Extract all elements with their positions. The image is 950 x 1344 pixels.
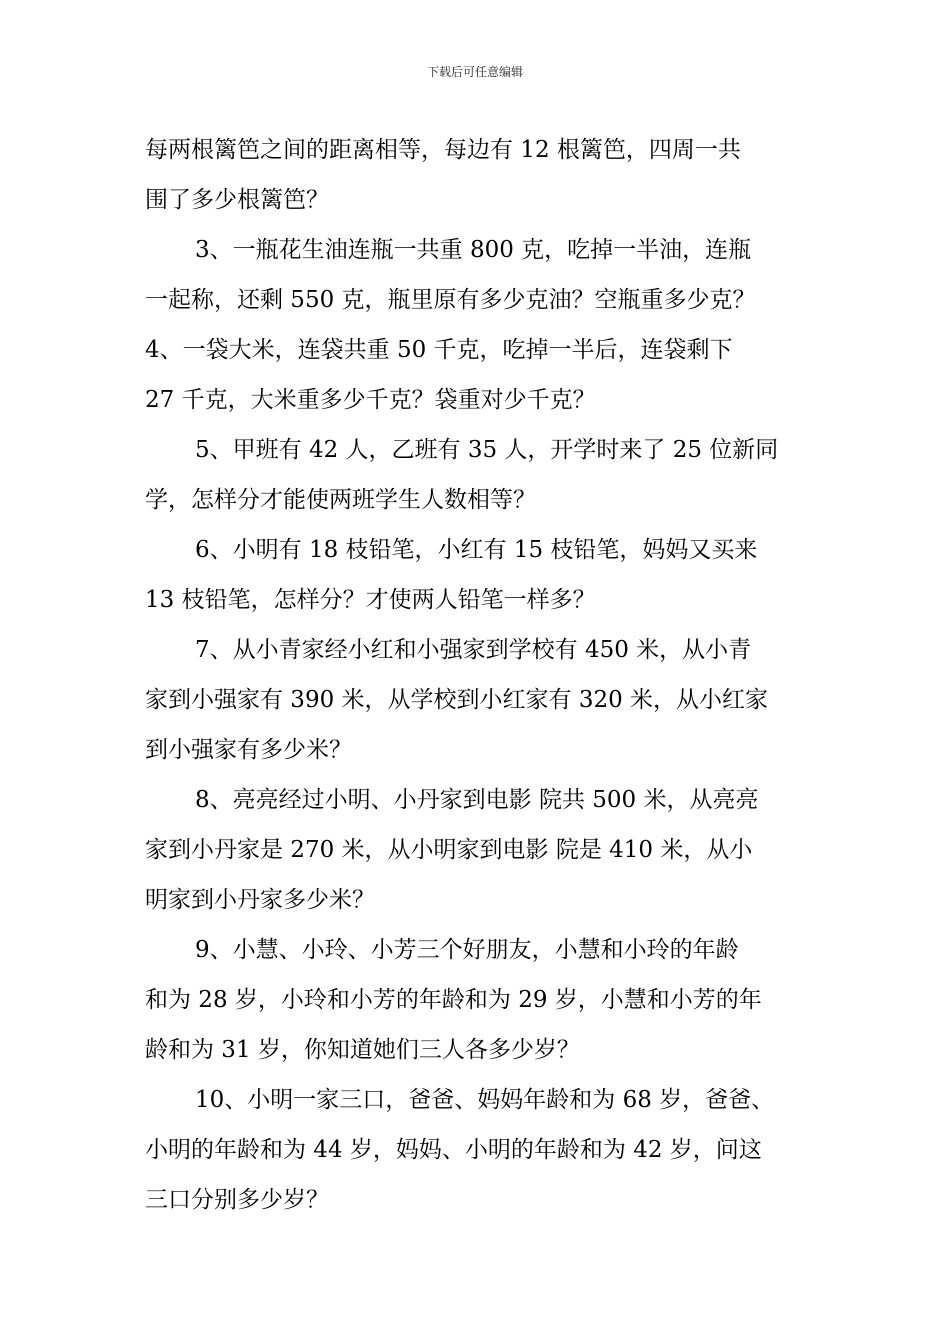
- problem-9-line: 9、小慧、小玲、小芳三个好朋友，小慧和小玲的年龄: [195, 937, 739, 963]
- problem-3-line: 3、一瓶花生油连瓶一共重 800 克，吃掉一半油，连瓶: [195, 237, 752, 263]
- text-line: 一起称，还剩 550 克，瓶里原有多少克油？空瓶重多少克？: [145, 287, 756, 313]
- problem-5-line: 5、甲班有 42 人，乙班有 35 人，开学时来了 25 位新同: [195, 437, 779, 463]
- text-line: 和为 28 岁，小玲和小芳的年龄和为 29 岁，小慧和小芳的年: [145, 987, 762, 1013]
- text-line: 围了多少根篱笆？: [145, 187, 329, 213]
- document-body: [145, 128, 815, 1228]
- text-line: 13 枝铅笔，怎样分？才使两人铅笔一样多？: [145, 587, 596, 613]
- text-line: 家到小强家有 390 米，从学校到小红家有 320 米，从小红家: [145, 687, 769, 713]
- text-line: 学，怎样分才能使两班学生人数相等？: [145, 487, 536, 513]
- problem-10-line: 10、小明一家三口，爸爸、妈妈年龄和为 68 岁，爸爸、: [195, 1087, 775, 1113]
- text-line: 小明的年龄和为 44 岁，妈妈、小明的年龄和为 42 岁，问这: [145, 1137, 762, 1163]
- text-line: 龄和为 31 岁，你知道她们三人各多少岁？: [145, 1037, 580, 1063]
- text-line: 三口分别多少岁？: [145, 1187, 329, 1213]
- problem-4-line: 4、一袋大米，连袋共重 50 千克，吃掉一半后，连袋剩下: [145, 337, 733, 363]
- problem-8-line: 8、亮亮经过小明、小丹家到电影 院共 500 米，从亮亮: [195, 787, 759, 813]
- text-line: 27 千克，大米重多少千克？袋重对少千克？: [145, 387, 596, 413]
- text-line: 到小强家有多少米？: [145, 737, 352, 763]
- text-line: 每两根篱笆之间的距离相等，每边有 12 根篱笆，四周一共: [145, 137, 741, 163]
- page-header: 下载后可任意编辑: [426, 65, 523, 79]
- text-line: 明家到小丹家多少米？: [145, 887, 375, 913]
- text-line: 家到小丹家是 270 米，从小明家到电影 院是 410 米，从小: [145, 837, 753, 863]
- problem-6-line: 6、小明有 18 枝铅笔，小红有 15 枝铅笔，妈妈又买来: [195, 537, 758, 563]
- problem-7-line: 7、从小青家经小红和小强家到学校有 450 米，从小青: [195, 637, 752, 663]
